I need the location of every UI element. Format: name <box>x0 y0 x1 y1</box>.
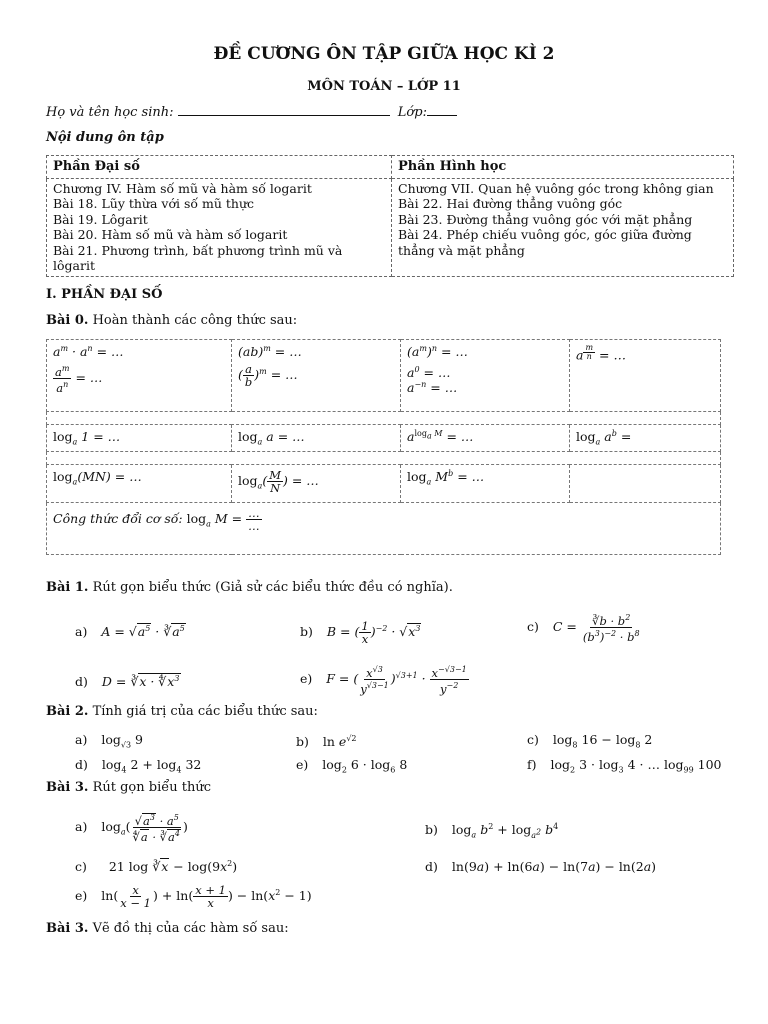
exercise-3b: b) $\log_a b^2 + \log_{a^2} b^4$ <box>425 822 559 840</box>
exercise-1e: e) F = ( $\frac{x^{√3}}{y^{√3-1}}$ )$^{√3+1}$ · $\frac{x^{-√3-1}}{y^{-2}}$ <box>300 665 467 696</box>
bai3-heading: Bài 3. Rút gọn biểu thức <box>46 780 211 795</box>
toc-item: Bài 20. Hàm số mũ và hàm số logarit <box>53 227 288 242</box>
exercise-2f: f) $\log_2 3 \cdot \log_3 4$ · … $\log_{99} 100$ <box>527 757 722 775</box>
page-subtitle: MÔN TOÁN – LỚP 11 <box>307 79 461 94</box>
toc-algebra-cell <box>47 178 392 276</box>
toc-header-algebra: Phần Đại số <box>47 156 392 179</box>
formula-cell: $(a^m)^n$ = … $a^0$ = … $a^{-n}$ = … <box>401 340 570 412</box>
content-table <box>46 155 734 277</box>
exercise-1b: b) B = ( $\frac{1}{x}$ )$^{-2} \cdot √x^3$ <box>300 619 421 646</box>
toc-item: Bài 21. Phương trình, bất phương trình mũ và lôgarit <box>53 242 343 273</box>
formula-cell: $\log_a a$ = … <box>232 425 401 452</box>
formula-cell: $\log_a M^b$ = … <box>401 464 570 502</box>
exercise-1c: c) C = $\frac{∛b \cdot b^2}{(b^3)^{-2} \cdot b^8}$ <box>527 613 640 644</box>
content-heading: Nội dung ôn tập <box>46 130 164 145</box>
formula-cell: a $^{\frac{m}{n}}$ = … <box>570 340 721 412</box>
student-label: Họ và tên học sinh: <box>46 105 174 120</box>
toc-item: Chương VII. Quan hệ vuông góc trong không gian <box>398 180 714 196</box>
formula-cell: (ab)$^m$ = … ( $\frac{a}{b}$ )$^m$ = … <box>232 340 401 412</box>
formula-cell: $a^{log_a M}$ = … <box>401 425 570 452</box>
formula-cell: $\log_a$( $\frac{M}{N}$ ) = … <box>232 464 401 502</box>
exercise-3a: a) $\log_a$( $\frac{√a^3 \cdot a^5}{∜a \cdot ∛a^4}$ ) <box>75 813 188 844</box>
change-base-cell: Công thức đổi cơ số: $\log_a M$ = $\frac{\dots}{\dots}$ <box>47 502 721 554</box>
exercise-3e: e) ln( $\frac{x}{x - 1}$ ) + ln( $\frac{x + 1}{x}$ ) − $\ln(x^2 - 1)$ <box>75 883 312 910</box>
toc-item: Chương IV. Hàm số mũ và hàm số logarit <box>53 180 312 196</box>
section-algebra-heading: I. PHẦN ĐẠI SỐ <box>46 287 163 302</box>
page-title: ĐỀ CƯƠNG ÔN TẬP GIỮA HỌC KÌ 2 <box>213 44 555 64</box>
student-name-line <box>46 105 457 120</box>
formula-cell <box>570 464 721 502</box>
formula-cell: $\log_a a^b$ = <box>570 425 721 452</box>
exercise-2b: b) $\ln e^{√2}$ <box>296 734 357 750</box>
formula-cell: $\log_a 1$ = … <box>47 425 232 452</box>
exercise-2e: e) $\log_2 6 \cdot \log_6 8$ <box>296 757 408 775</box>
toc-item: Bài 24. Phép chiếu vuông góc, góc giữa đường thẳng và mặt phẳng <box>398 227 692 258</box>
exercise-3d: d) ln(9a) + ln(6a) − ln(7a) − ln(2a) <box>425 859 657 874</box>
class-label: Lớp: <box>397 105 427 120</box>
toc-geometry-cell <box>392 178 734 276</box>
toc-item: Bài 22. Hai đường thẳng vuông góc <box>398 196 623 211</box>
exercise-3c: c) 21 log ∛x − $\log(9x^2)$ <box>75 859 238 875</box>
toc-item: Bài 18. Lũy thừa với số mũ thực <box>53 196 254 211</box>
formula-cell: $a^m \cdot a^n$ = … $\frac{a^m}{a^n}$ = … <box>47 340 232 412</box>
bai3b-heading: Bài 3. Vẽ đồ thị của các hàm số sau: <box>46 921 289 936</box>
exercise-2d: d) $\log_4 2 + \log_4 32$ <box>75 757 202 775</box>
toc-item: Bài 23. Đường thẳng vuông góc với mặt phẳng <box>398 211 693 227</box>
blank-row <box>47 451 721 464</box>
bai2-heading: Bài 2. Tính giá trị của các biểu thức sau: <box>46 704 318 719</box>
toc-header-geometry: Phần Hình học <box>392 156 734 179</box>
exercise-1a: a) $A = √a^5$ · $∛a^5$ <box>75 624 185 640</box>
exercise-1d: d) D = ∛x · $∜x^3$ <box>75 674 180 690</box>
formula-table <box>46 339 721 555</box>
name-fill-line <box>178 105 390 116</box>
exercise-2c: c) $\log_8 16 - \log_8 2$ <box>527 732 653 750</box>
bai0-heading: Bài 0. Hoàn thành các công thức sau: <box>46 313 298 328</box>
bai1-heading: Bài 1. Rút gọn biểu thức (Giả sử các biểu thức đều có nghĩa). <box>46 580 453 595</box>
exercise-2a: a) $\log_{√3} 9$ <box>75 732 143 750</box>
class-fill-line <box>427 105 457 116</box>
toc-item: Bài 19. Lôgarit <box>53 211 148 227</box>
formula-cell: $\log_a(MN)$ = … <box>47 464 232 502</box>
blank-row <box>47 412 721 425</box>
